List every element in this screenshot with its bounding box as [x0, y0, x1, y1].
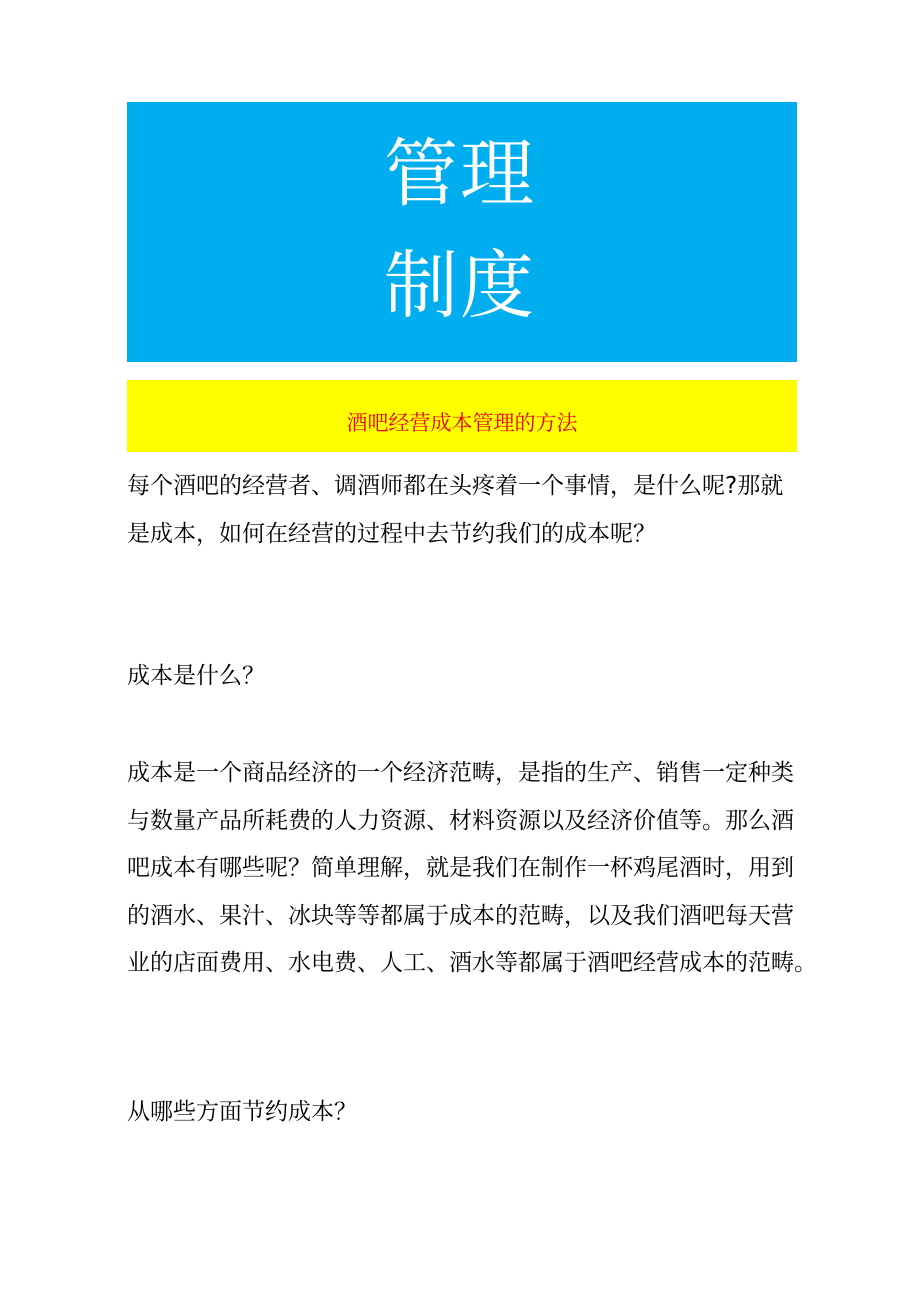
intro-paragraph — [127, 462, 807, 558]
subtitle-text: 酒吧经营成本管理的方法 — [346, 411, 578, 435]
question-what-is-cost: 成本是什么？ — [127, 663, 265, 689]
answer-paragraph — [127, 750, 817, 988]
cover-title-line-2: 制度 — [384, 243, 536, 329]
intro-line-2: 是成本，如何在经营的过程中去节约我们的成本呢？ — [127, 521, 656, 547]
answer-line-4: 的酒水、果汁、冰块等等都属于成本的范畴，以及我们酒吧每天营 — [127, 902, 794, 929]
subtitle-band — [127, 380, 797, 452]
cover-title-line-1: 管理 — [384, 131, 536, 217]
question-how-to-save: 从哪些方面节约成本？ — [127, 1099, 357, 1125]
answer-line-2: 与数量产品所耗费的人力资源、材料资源以及经济价值等。那么酒 — [127, 807, 794, 834]
answer-line-3: 吧成本有哪些呢？简单理解，就是我们在制作一杯鸡尾酒时，用到 — [127, 855, 794, 881]
intro-line-1: 每个酒吧的经营者、调酒师都在头疼着一个事情，是什么呢?那就 — [127, 473, 784, 499]
answer-line-5: 业的店面费用、水电费、人工、酒水等都属于酒吧经营成本的范畴。 — [127, 950, 817, 976]
answer-line-1: 成本是一个商品经济的一个经济范畴，是指的生产、销售一定种类 — [127, 760, 794, 786]
